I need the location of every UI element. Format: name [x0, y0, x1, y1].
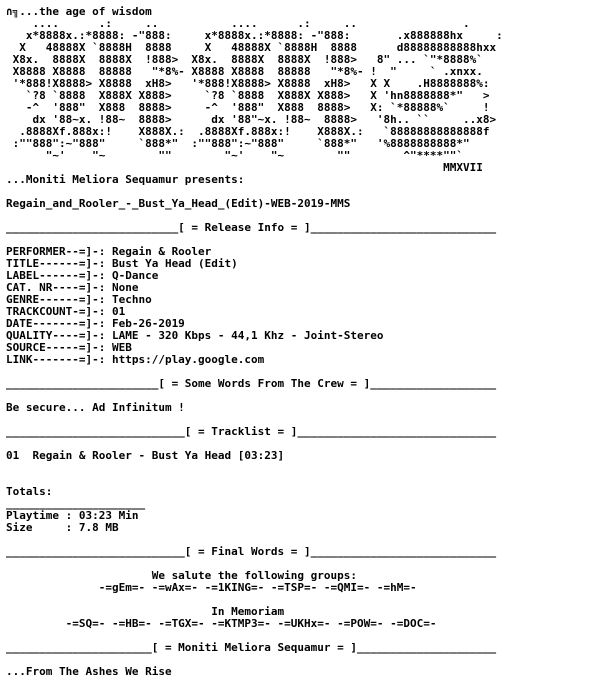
nfo-line-21: TITLE------=]-: Bust Ya Head (Edit) [6, 257, 238, 270]
nfo-line-47: We salute the following groups: [6, 569, 357, 582]
nfo-line-53: ______________________[ = Moniti Meliora Sequamur = ]_____________________ [6, 641, 497, 654]
nfo-line-48: -=gEm=- -=wAx=- -=1KING=- -=TSP=- -=QMI=- -=hM=- [6, 581, 417, 594]
nfo-line-0: ∩╗...the age of wisdom [6, 5, 152, 18]
nfo-line-24: GENRE------=]-: Techno [6, 293, 152, 306]
nfo-line-50: In Memoriam [6, 605, 285, 618]
nfo-line-23: CAT. NR----=]-: None [6, 281, 139, 294]
nfo-line-14: ...Moniti Meliora Sequamur presents: [6, 173, 245, 186]
nfo-line-37: 01 Regain & Rooler - Bust Ya Head [03:23] [6, 449, 285, 462]
nfo-line-45: ___________________________[ = Final Words = ]____________________________ [6, 545, 497, 558]
nfo-line-25: TRACKCOUNT-=]-: 01 [6, 305, 126, 318]
nfo-line-3: X 48888X `8888H 8888 X 48888X `8888H 8888 d88888888888hxx [6, 41, 497, 54]
nfo-line-29: LINK-------=]-: https://play.google.com [6, 353, 265, 366]
nfo-line-22: LABEL------=]-: Q-Dance [6, 269, 159, 282]
nfo-line-28: SOURCE-----=]-: WEB [6, 341, 132, 354]
nfo-line-12: "~' "~ "" "~' "~ "" ^"****""` [6, 149, 463, 162]
nfo-line-16: Regain_and_Rooler_-_Bust_Ya_Head_(Edit)-WEB-2019-MMS [6, 197, 351, 210]
nfo-line-40: Totals: [6, 485, 53, 498]
nfo-line-35: ___________________________[ = Tracklist = ]______________________________ [6, 425, 497, 438]
nfo-line-51: -=SQ=- -=HB=- -=TGX=- -=KTMP3=- -=UKHx=- -=POW=- -=DOC=- [6, 617, 437, 630]
nfo-line-55: ...From The Ashes We Rise [6, 665, 172, 678]
nfo-line-39 [6, 474, 592, 486]
nfo-line-42: Playtime : 03:23 Min [6, 509, 139, 522]
nfo-line-38 [6, 462, 592, 474]
nfo-line-31: _______________________[ = Some Words From The Crew = ]___________________ [6, 377, 497, 390]
nfo-line-6: '*888!X8888> X8888 xH8> '*888!X8888> X8888 xH8> X X .H8888888%: [6, 77, 490, 90]
nfo-line-9: dx '88~x. !88~ 8888> dx '88"~x. !88~ 8888> '8h.. `` ..x8> [6, 113, 497, 126]
nfo-line-27: QUALITY----=]-: LAME - 320 Kbps - 44,1 Khz - Joint-Stereo [6, 329, 384, 342]
nfo-line-10: .8888Xf.888x:! X888X.: .8888Xf.888x:! X888X.: `88888888888888f [6, 125, 490, 138]
nfo-line-4: X8x. 8888X 8888X !888> X8x. 8888X 8888X !888> 8" ... `"*8888%` [6, 53, 483, 66]
nfo-line-1: .... .: .. .... .: .. . [6, 17, 470, 30]
nfo-line-20: PERFORMER--=]-: Regain & Rooler [6, 245, 212, 258]
nfo-line-33: Be secure... Ad Infinitum ! [6, 401, 185, 414]
nfo-line-7: `?8 `8888 X888X X888> `?8 `8888 X888X X888> X 'hn8888888*" > [6, 89, 490, 102]
nfo-line-13: MMXVII [6, 161, 483, 174]
nfo-line-8: -^ '888" X888 8888> -^ '888" X888 8888> X: `*88888%` ! [6, 101, 490, 114]
nfo-line-11: :""888":~"888" `888*" :""888":~"888" `888*" '%8888888888*" [6, 137, 470, 150]
nfo-line-2: x*8888x.:*8888: -"888: x*8888x.:*8888: -"888: .x888888hx : [6, 29, 503, 42]
nfo-line-41: _____________________ [6, 497, 146, 510]
nfo-line-26: DATE-------=]-: Feb-26-2019 [6, 317, 185, 330]
nfo-line-43: Size : 7.8 MB [6, 521, 119, 534]
nfo-line-5: X8888 X8888 88888 "*8%- X8888 X8888 88888 "*8%- ! " ` .xnxx. [6, 65, 483, 78]
nfo-line-18: __________________________[ = Release Info = ]____________________________ [6, 221, 497, 234]
